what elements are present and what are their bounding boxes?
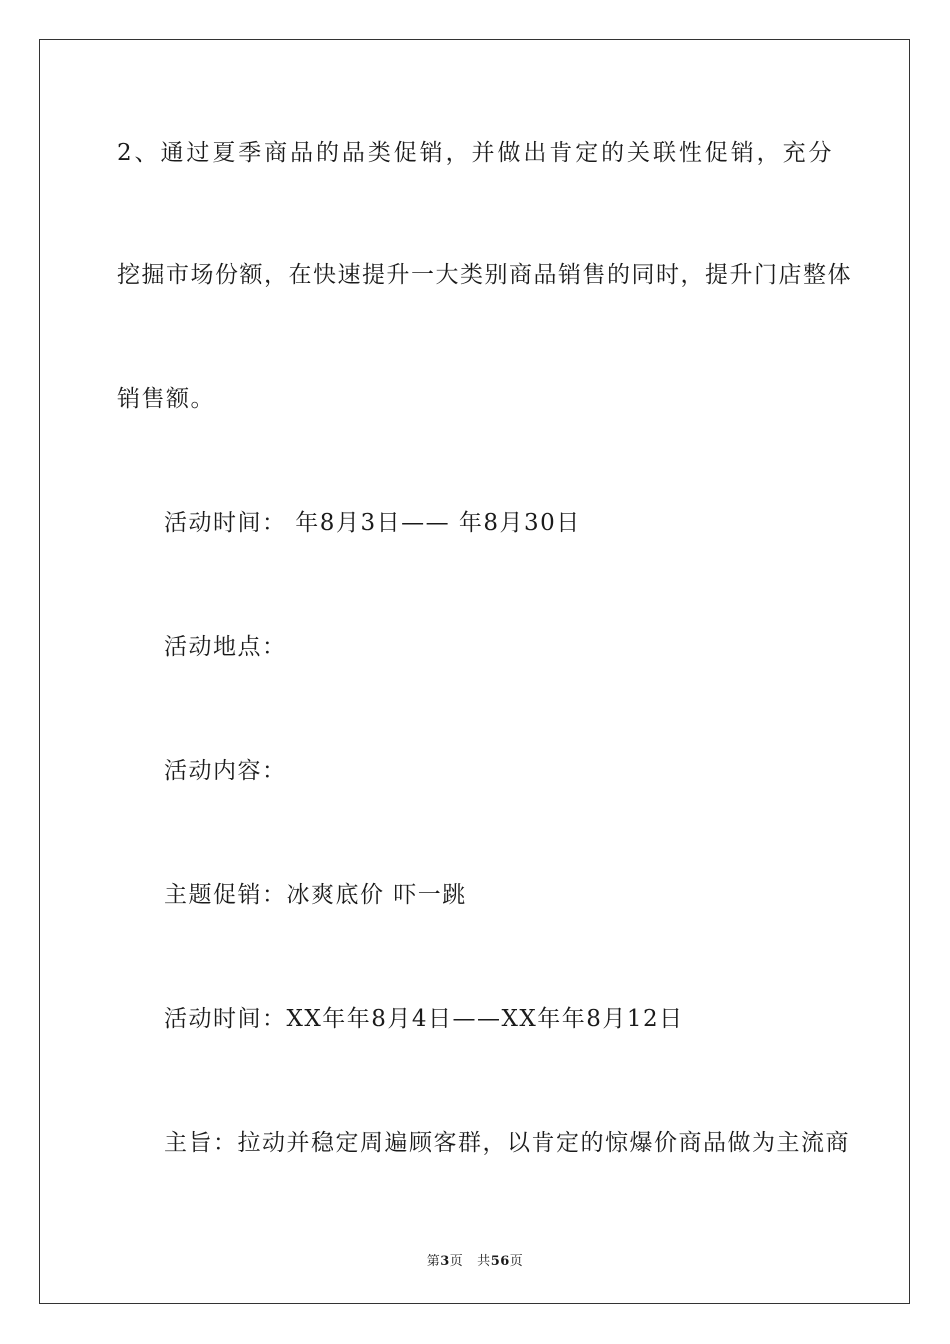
theme-promo-line: 主题促销：冰爽底价 吓一跳 — [164, 882, 467, 908]
paragraph-line: 销售额。 — [117, 386, 215, 412]
total-suffix: 页 — [509, 1254, 524, 1269]
page-number: 3 — [440, 1254, 450, 1269]
total-pages: 56 — [490, 1254, 510, 1269]
purpose-line: 主旨：拉动并稳定周遍顾客群，以肯定的惊爆价商品做为主流商 — [164, 1130, 850, 1156]
paragraph-line: 挖掘市场份额，在快速提升一大类别商品销售的同时，提升门店整体 — [117, 262, 852, 288]
page-prefix: 第 — [426, 1254, 441, 1269]
activity-time-line: 活动时间： 年8月3日—— 年8月30日 — [164, 510, 581, 536]
activity-time-line-2: 活动时间：XX年年8月4日——XX年年8月12日 — [164, 1006, 684, 1032]
activity-content-line: 活动内容： — [164, 758, 287, 784]
page-border — [39, 39, 910, 1304]
paragraph-line: 2、通过夏季商品的品类促销，并做出肯定的关联性促销，充分 — [117, 140, 833, 166]
page-suffix: 页 — [449, 1254, 464, 1269]
page-footer — [0, 1250, 950, 1269]
total-prefix: 共 — [477, 1254, 491, 1269]
activity-place-line: 活动地点： — [164, 634, 287, 660]
